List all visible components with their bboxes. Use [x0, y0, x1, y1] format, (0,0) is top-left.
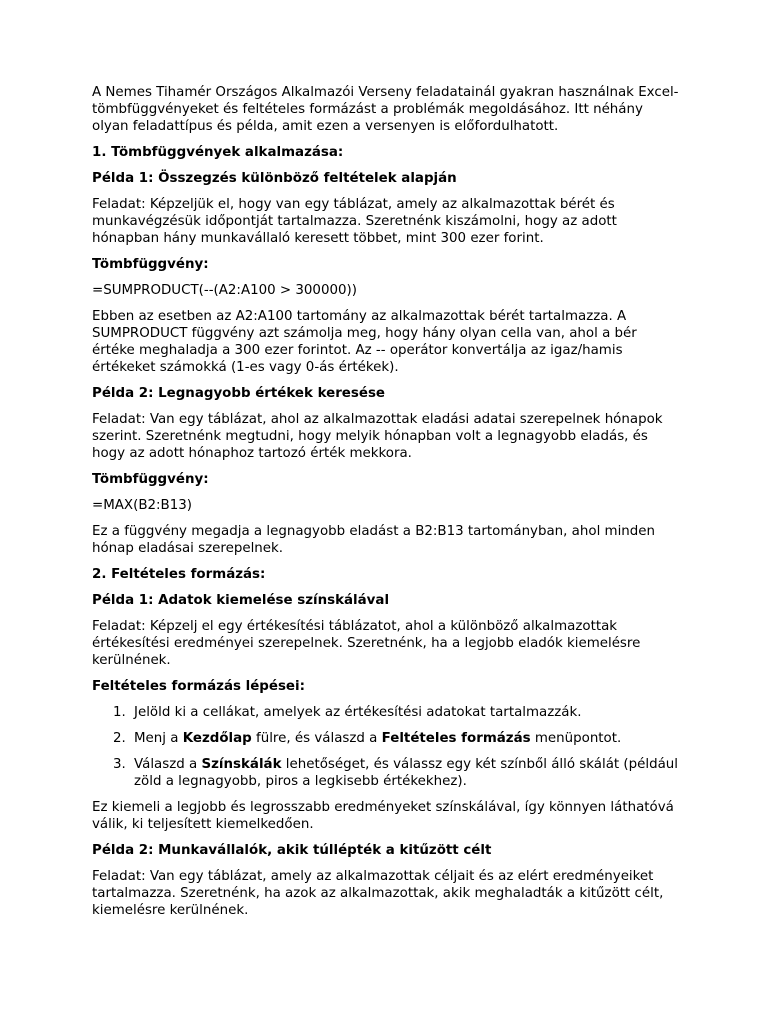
step-emphasis: Feltételes formázás	[381, 731, 531, 746]
example-title: Példa 1: Adatok kiemelése színskálával	[92, 593, 390, 608]
explanation-paragraph: Ez kiemeli a legjobb és legrosszabb eredményeket színskálával, így könnyen láthatóvá válik, ki teljesített kiemelkedően.	[92, 800, 674, 832]
step-item	[130, 704, 682, 721]
task-paragraph: Feladat: Van egy táblázat, ahol az alkalmazottak eladási adatai szerepelnek hónapok szerint. Szeretnénk megtudni, hogy melyik hónapban volt a legnagyobb eladás, és hogy az adott hónaphoz tartozó érték mekkora.	[92, 412, 663, 461]
steps-list	[92, 704, 682, 790]
document-body	[92, 84, 682, 928]
formula-text: =SUMPRODUCT(--(A2:A100 > 300000))	[92, 283, 357, 298]
task-paragraph: Feladat: Képzeljük el, hogy van egy táblázat, amely az alkalmazottak bérét és munkavégzésük időpontját tartalmazza. Szeretnénk kiszámolni, hogy az adott hónapban hány munkavállaló keresett többet, mint 300 ezer forint.	[92, 197, 617, 246]
example-title: Példa 2: Legnagyobb értékek keresése	[92, 386, 385, 401]
section-heading-conditional-formatting: 2. Feltételes formázás:	[92, 567, 266, 582]
task-paragraph: Feladat: Van egy táblázat, amely az alkalmazottak céljait és az elért eredményeiket tartalmazza. Szeretnénk, ha azok az alkalmazottak, akik meghaladták a kitűzött célt, kiemelésre kerülnének.	[92, 869, 664, 918]
task-paragraph: Feladat: Képzelj el egy értékesítési táblázatot, ahol a különböző alkalmazottak értékesítési eredményei szerepelnek. Szeretnénk, ha a legjobb eladók kiemelésre kerülnének.	[92, 619, 641, 668]
step-text: fülre, és válaszd a	[251, 731, 382, 746]
step-text: lehetőséget, és válassz egy két színből álló skálát (például zöld a legnagyobb, piros a legkisebb értékekhez).	[134, 757, 679, 789]
step-item	[130, 756, 682, 790]
section-heading-array-functions: 1. Tömbfüggvények alkalmazása:	[92, 145, 344, 160]
explanation-paragraph: Ez a függvény megadja a legnagyobb eladást a B2:B13 tartományban, ahol minden hónap eladásai szerepelnek.	[92, 524, 656, 556]
step-text: Menj a	[134, 731, 183, 746]
explanation-paragraph: Ebben az esetben az A2:A100 tartomány az alkalmazottak bérét tartalmazza. A SUMPRODUCT függvény azt számolja meg, hogy hány olyan cella van, ahol a bér értéke meghaladja a 300 ezer forintot. Az -- operátor konvertálja az igaz/hamis értékeket számokká (1-es vagy 0-ás értékek).	[92, 309, 637, 375]
step-item	[130, 730, 682, 747]
intro-paragraph: A Nemes Tihamér Országos Alkalmazói Verseny feladatainál gyakran használnak Excel-tömbfüggvényeket és feltételes formázást a problémák megoldásához. Itt néhány olyan feladattípus és példa, amit ezen a versenyen is előfordulhatott.	[92, 85, 679, 134]
formula-label: Tömbfüggvény:	[92, 472, 209, 487]
step-emphasis: Kezdőlap	[182, 731, 252, 746]
example-title: Példa 2: Munkavállalók, akik túllépték a kitűzött célt	[92, 843, 492, 858]
formula-label: Tömbfüggvény:	[92, 257, 209, 272]
step-emphasis: Színskálák	[201, 757, 282, 772]
step-text: Jelöld ki a cellákat, amelyek az értékesítési adatokat tartalmazzák.	[134, 705, 582, 720]
formula-text: =MAX(B2:B13)	[92, 498, 192, 513]
steps-label: Feltételes formázás lépései:	[92, 679, 305, 694]
step-text: Válaszd a	[134, 757, 202, 772]
example-title: Példa 1: Összegzés különböző feltételek alapján	[92, 171, 457, 186]
step-text: menüpontot.	[530, 731, 622, 746]
